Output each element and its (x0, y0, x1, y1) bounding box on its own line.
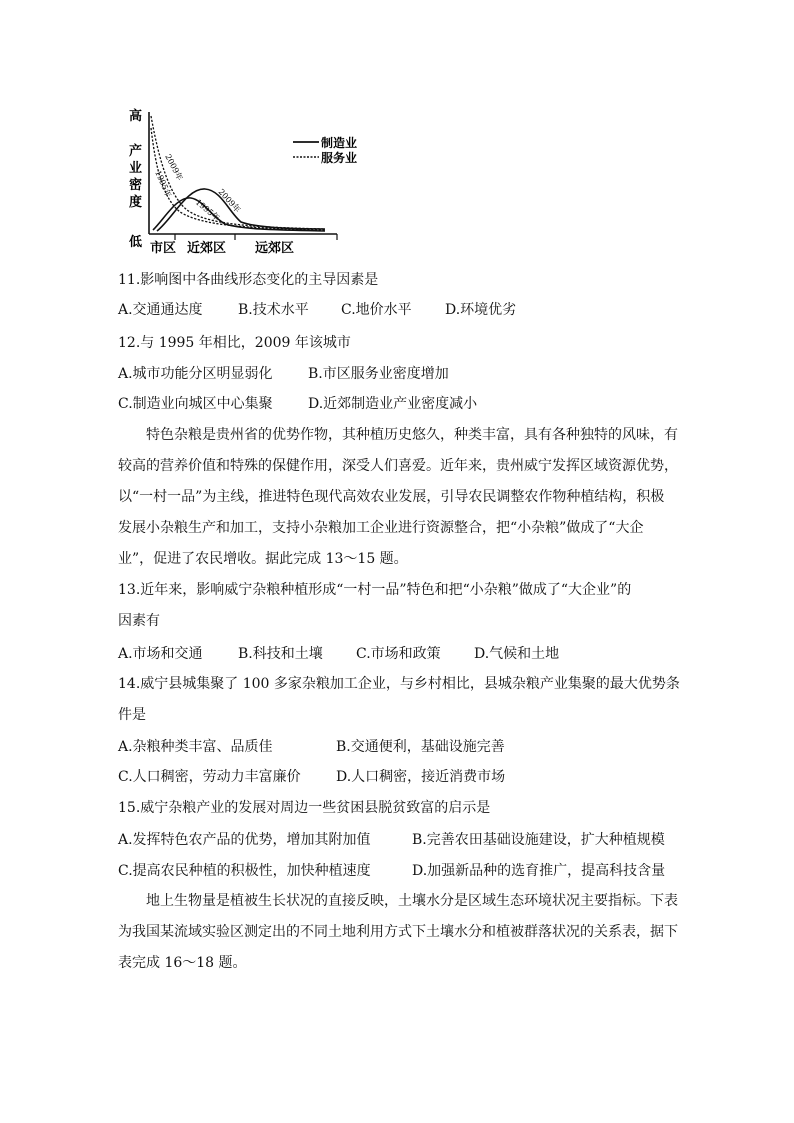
y-label-high: 高 (129, 109, 143, 124)
q12-option-a: A.城市功能分区明显弱化 (118, 366, 273, 382)
q15-option-b: B.完善农田基础设施建设，扩大种植规模 (412, 832, 665, 848)
q12-stem: 12.与 1995 年相比，2009 年该城市 (118, 335, 351, 351)
q13-stem (118, 575, 678, 637)
q14-option-a: A.杂粮种类丰富、品质佳 (118, 739, 273, 755)
legend-manufacturing: 制造业 (321, 136, 358, 150)
x-label-city: 市区 (150, 241, 177, 256)
q14-stem-line-2: 件是 (118, 707, 146, 723)
q11-options (118, 300, 516, 320)
y-label-low: 低 (129, 235, 143, 250)
passage-1-line-4: 发展小杂粮生产和加工，支持小杂粮加工企业进行资源整合，把“小杂粮”做成了“大企 (118, 520, 644, 536)
q15-options-row1 (118, 830, 665, 850)
curve-label-manufacturing-2009: 2009年 (216, 187, 243, 215)
q11-option-b: B.技术水平 (238, 302, 309, 318)
q14-option-d: D.人口稠密，接近消费市场 (336, 769, 506, 785)
q13-option-b: B.科技和土壤 (238, 646, 323, 662)
passage-2-line-3: 表完成 16～18 题。 (118, 955, 247, 971)
industry-density-chart (125, 100, 360, 260)
curve-label-service-1995: 1995年 (153, 169, 173, 199)
q13-options (118, 644, 559, 664)
legend-service: 服务业 (321, 151, 358, 165)
q13-option-c: C.市场和政策 (356, 646, 441, 662)
q11-option-c: C.地价水平 (341, 302, 412, 318)
chart-svg (125, 100, 360, 260)
q12-option-c: C.制造业向城区中心集聚 (118, 396, 273, 412)
q14-stem (118, 669, 678, 731)
passage-1-line-3: 以“一村一品”为主线，推进特色现代高效农业发展，引导农民调整农作物种植结构，积极 (118, 489, 665, 505)
q12-option-b: B.市区服务业密度增加 (308, 366, 449, 382)
passage-1-line-2: 较高的营养价值和特殊的保健作用，深受人们喜爱。近年来，贵州威宁发挥区域资源优势， (118, 458, 678, 474)
passage-2-line-2: 为我国某流域实验区测定出的不同土地利用方式下土壤水分和植被群落状况的关系表，据下 (118, 924, 678, 940)
y-label-ye: 业 (129, 161, 143, 176)
series-manufacturing-2009 (157, 189, 325, 231)
q14-option-c: C.人口稠密，劳动力丰富廉价 (118, 769, 301, 785)
passage-1-line-5: 业”，促进了农民增收。据此完成 13～15 题。 (118, 551, 408, 567)
q12-options-row1 (118, 364, 449, 384)
q13-option-a: A.市场和交通 (118, 646, 203, 662)
q15-stem: 15.威宁杂粮产业的发展对周边一些贫困县脱贫致富的启示是 (118, 800, 491, 816)
q12-option-d: D.近郊制造业产业密度减小 (308, 396, 478, 412)
passage-1 (118, 420, 678, 575)
q15-options-row2 (118, 861, 665, 881)
passage-1-line-1: 特色杂粮是贵州省的优势作物，其种植历史悠久，种类丰富，具有各种独特的风味，有 (146, 427, 678, 443)
y-label-chan: 产 (129, 144, 143, 159)
q12-options-row2 (118, 394, 477, 414)
q14-option-b: B.交通便利，基础设施完善 (336, 739, 505, 755)
q14-options-row2 (118, 767, 505, 787)
q15-option-c: C.提高农民种植的积极性，加快种植速度 (118, 863, 371, 879)
q13-stem-line-1: 13.近年来，影响威宁杂粮种植形成“一村一品”特色和把“小杂粮”做成了“大企业”的 (118, 582, 632, 598)
q15-option-a: A.发挥特色农产品的优势，增加其附加值 (118, 832, 371, 848)
q11-stem: 11.影响图中各曲线形态变化的主导因素是 (118, 272, 379, 288)
y-label-mi: 密 (129, 178, 143, 193)
q15-option-d: D.加强新品种的选育推广，提高科技含量 (412, 863, 666, 879)
passage-2-line-1: 地上生物量是植被生长状况的直接反映，土壤水分是区域生态环境状况主要指标。下表 (146, 893, 678, 909)
passage-2 (118, 886, 678, 979)
q13-option-d: D.气候和土地 (474, 646, 560, 662)
q14-stem-line-1: 14.威宁县城集聚了 100 多家杂粮加工企业，与乡村相比，县城杂粮产业集聚的最大优势条 (118, 676, 680, 692)
q13-stem-line-2: 因素有 (118, 613, 160, 629)
y-label-du: 度 (129, 195, 143, 210)
q14-options-row1 (118, 737, 505, 757)
q11-option-d: D.环境优劣 (445, 302, 517, 318)
curve-label-service-2009: 2009年 (163, 152, 185, 182)
curve-label-manufacturing-1995: 1995年 (193, 197, 222, 223)
q11-option-a: A.交通通达度 (118, 302, 203, 318)
x-label-outer: 远郊区 (255, 241, 295, 256)
x-label-suburb: 近郊区 (187, 241, 227, 256)
